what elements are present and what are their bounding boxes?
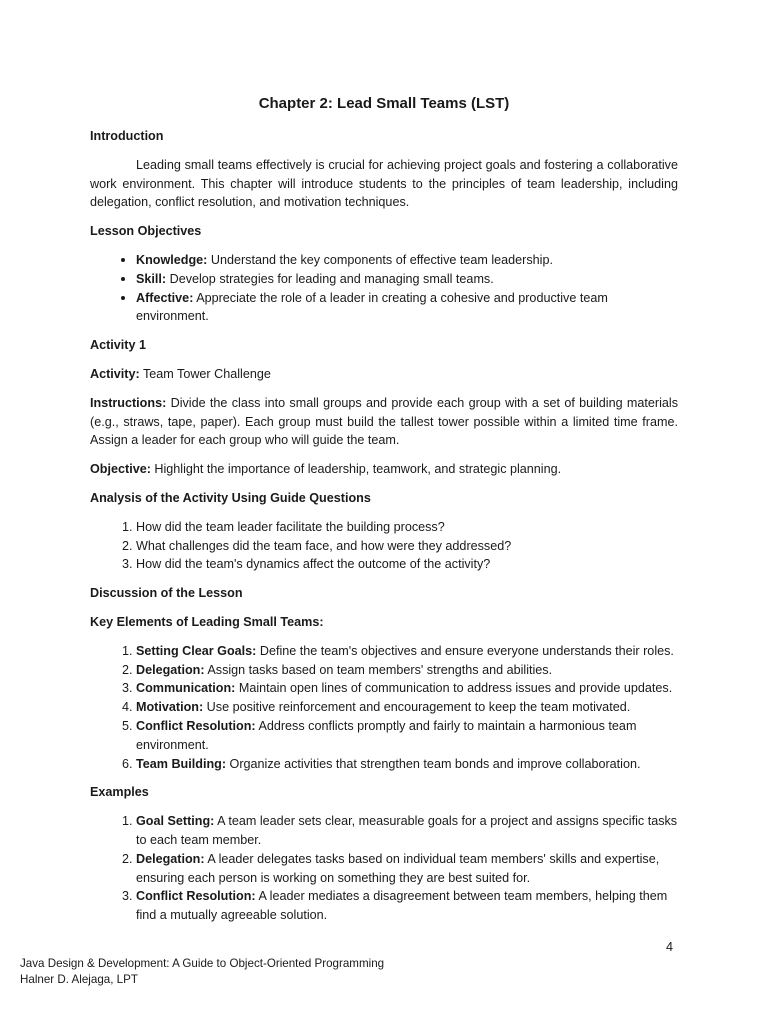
key-element-item [136,755,678,774]
analysis-question: 3. How did the team's dynamics affect the outcome of the activity? [136,555,678,574]
instructions-paragraph [90,394,678,450]
key-element-text: Maintain open lines of communication to address issues and provide updates. [235,681,673,696]
key-element-item [136,698,678,717]
introduction-paragraph: Leading small teams effectively is crucial for achieving project goals and fostering a collaborative work environment. This chapter will introduce students to the principles of team leadership, including delegation, conflict resolution, and motivation techniques. [90,157,678,210]
instructions-label: Instructions: [90,395,167,410]
objective-item-knowledge [136,251,678,270]
example-item [136,812,678,850]
objective-text: Understand the key components of effective team leadership. [207,252,553,267]
objective-item-skill [136,270,678,289]
analysis-heading: Analysis of the Activity Using Guide Questions [90,490,371,505]
example-item [136,887,678,925]
objective-line [90,460,678,479]
key-element-item [136,679,678,698]
document-page [90,94,678,935]
footer-book-title: Java Design & Development: A Guide to Object-Oriented Programming [20,957,385,970]
example-label: Goal Setting: [136,814,215,829]
key-elements-list [90,642,678,774]
key-element-text: Organize activities that strengthen team bonds and improve collaboration. [226,756,641,771]
key-element-label: Conflict Resolution: [136,718,256,733]
key-element-text: Address conflicts promptly and fairly to maintain a harmonious team environment. [136,718,637,752]
discussion-heading: Discussion of the Lesson [90,586,243,601]
objective-label: Skill: [136,271,167,286]
example-text: A team leader sets clear, measurable goals for a project and assigns specific tasks to each team member. [136,814,678,847]
key-element-item [136,642,678,661]
key-elements-heading: Key Elements of Leading Small Teams: [90,614,324,629]
objective-text: Highlight the importance of leadership, teamwork, and strategic planning. [150,462,562,477]
example-text: A leader delegates tasks based on individual team members' skills and expertise, ensuring each person is working on something they are best suited for. [136,851,660,885]
objectives-list [90,251,678,326]
activity-label: Activity: [90,366,140,381]
key-element-label: Delegation: [136,662,205,677]
key-element-item [136,661,678,680]
examples-heading: Examples [90,785,149,800]
activity-heading: Activity 1 [90,338,146,353]
activity-line [90,365,678,384]
footer-author: Halner D. Alejaga, LPT [20,973,138,986]
key-element-label: Communication: [136,681,236,696]
objective-label: Knowledge: [136,252,208,267]
chapter-title: Chapter 2: Lead Small Teams (LST) [258,95,510,112]
analysis-question: 2. What challenges did the team face, and how were they addressed? [136,537,678,556]
analysis-question: 1. How did the team leader facilitate the building process? [136,518,678,537]
analysis-questions-list [90,518,678,574]
example-label: Delegation: [136,851,205,866]
key-element-label: Setting Clear Goals: [136,643,257,658]
key-element-text: Define the team's objectives and ensure everyone understands their roles. [256,643,674,658]
example-label: Conflict Resolution: [136,889,256,904]
activity-text: Team Tower Challenge [139,366,271,381]
page-number: 4 [666,940,674,954]
objectives-heading: Lesson Objectives [90,224,202,239]
objective-text: Develop strategies for leading and managing small teams. [166,271,494,286]
examples-list [90,812,678,925]
key-element-label: Team Building: [136,756,227,771]
key-element-item [136,717,678,755]
key-element-label: Motivation: [136,700,204,715]
example-text: A leader mediates a disagreement between team members, helping them find a mutually agreeable solution. [136,889,668,923]
objective-item-affective [136,289,678,327]
key-element-text: Assign tasks based on team members' strengths and abilities. [204,662,553,677]
example-item [136,850,678,888]
objective-label: Objective: [90,462,151,477]
key-element-text: Use positive reinforcement and encouragement to keep the team motivated. [203,700,631,715]
instructions-text: Divide the class into small groups and provide each group with a set of building materials (e.g., straws, tape, paper). Each group must build the tallest tower possible within a limited time frame. Assign a leader for each group who will guide the team. [90,395,678,448]
page-footer [20,956,384,988]
objective-text: Appreciate the role of a leader in creating a cohesive and productive team environment. [136,290,608,324]
objective-label: Affective: [136,290,194,305]
introduction-heading: Introduction [90,129,164,143]
